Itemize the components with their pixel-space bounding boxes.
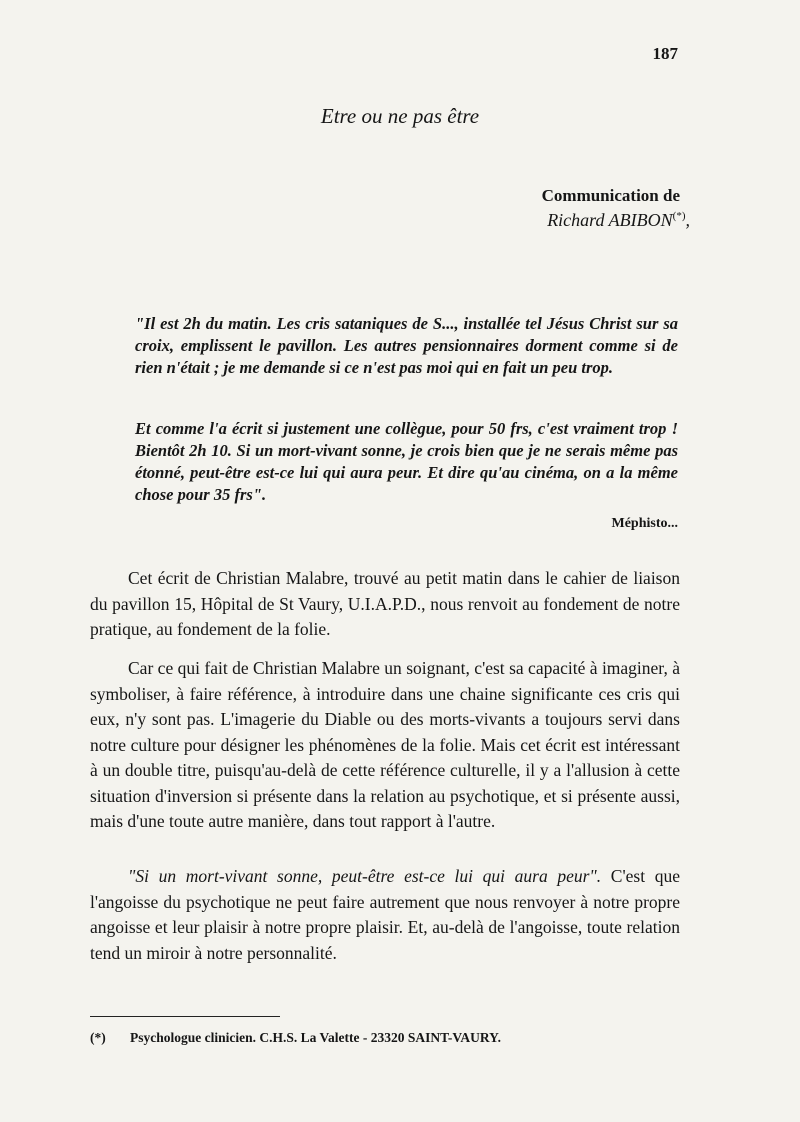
footnote-text: Psychologue clinicien. C.H.S. La Valette - 23320 SAINT-VAURY. (130, 1030, 502, 1045)
author-name: Richard ABIBON (547, 210, 673, 230)
quote-signature: Méphisto... (611, 516, 678, 531)
author-trailing-comma: , (685, 210, 690, 230)
author-line (547, 210, 690, 231)
page-number: 187 (652, 44, 678, 63)
body-paragraph-3 (90, 864, 680, 966)
article-title: Etre ou ne pas être (320, 104, 480, 128)
quote-paragraph-2: Et comme l'a écrit si justement une collègue, pour 50 frs, c'est vraiment trop ! Bientôt 2h 10. Si un mort-vivant sonne, je crois bien que je ne serais même pas étonné, peut-être est-ce lui qui aura peur. Et dire qu'au cinéma, on a la même chose pour 35 frs". (135, 419, 678, 504)
body-paragraph-1: Cet écrit de Christian Malabre, trouvé au petit matin dans le cahier de liaison du pavillon 15, Hôpital de St Vaury, U.I.A.P.D., nous renvoit au fondement de notre pratique, au fondement de la folie. (90, 568, 680, 639)
body-paragraph-2: Car ce qui fait de Christian Malabre un soignant, c'est sa capacité à imaginer, à symboliser, à faire référence, à introduire dans une chaine significante ces cris qui eux, n'y sont pas. L'imagerie du Diable ou des morts-vivants a toujours servi dans notre culture pour désigner les phénomènes de la folie. Mais cet écrit est intéressant à un double titre, puisqu'au-delà de cette référence culturelle, il y a l'allusion à cette situation d'inversion si présente dans la relation au psychotique, et si présente aussi, mais d'une toute autre manière, dans tout rapport à l'autre. (90, 658, 680, 831)
footnote-marker: (*) (90, 1030, 106, 1045)
quote-paragraph-1: "Il est 2h du matin. Les cris sataniques de S..., installée tel Jésus Christ sur sa croix, emplissent le pavillon. Les autres pensionnaires dorment comme si de rien n'était ; je me demande si ce n'est pas moi qui en fait un peu trop. (135, 314, 678, 377)
body-paragraph-3-citation: "Si un mort-vivant sonne, peut-être est-ce lui qui aura peur". (128, 866, 602, 886)
footnote (90, 1030, 690, 1046)
communication-label: Communication de (541, 186, 680, 205)
footnote-divider (90, 1016, 280, 1017)
body-paragraph-3-text: C'est que l'angoisse du psychotique ne peut faire autrement que nous renvoyer à notre propre angoisse et leur plaisir à notre propre plaisir. Et, au-delà de l'angoisse, toute relation tend un miroir à notre personnalité. (90, 866, 680, 963)
author-footnote-marker: (*) (672, 210, 686, 222)
